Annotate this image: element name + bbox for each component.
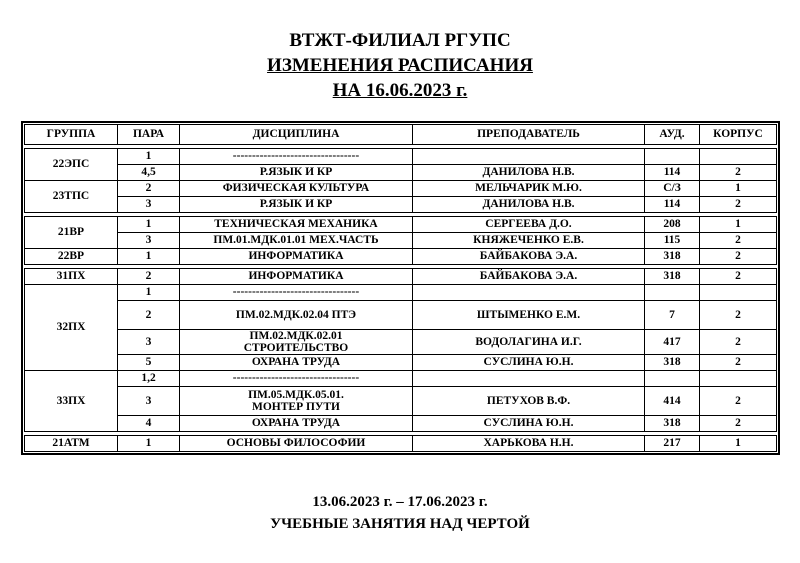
- table-row: [25, 269, 777, 285]
- building-cell: 2: [700, 165, 777, 181]
- subject-line-2: СТРОИТЕЛЬСТВО: [243, 342, 349, 354]
- table-row: [25, 217, 777, 233]
- table-row: [25, 165, 777, 181]
- table-row: [25, 301, 777, 330]
- table-header-row: [25, 125, 777, 145]
- teacher-cell: ДАНИЛОВА Н.В.: [413, 165, 645, 181]
- teacher-cell: ДАНИЛОВА Н.В.: [413, 197, 645, 213]
- table-row: [25, 371, 777, 387]
- teacher-cell: КНЯЖЕЧЕНКО Е.В.: [413, 233, 645, 249]
- room-cell: 417: [645, 330, 700, 355]
- building-cell: 2: [700, 355, 777, 371]
- building-cell: [700, 371, 777, 387]
- teacher-cell: ВОДОЛАГИНА И.Г.: [413, 330, 645, 355]
- teacher-cell: БАЙБАКОВА Э.А.: [413, 269, 645, 285]
- subject-cell: ФИЗИЧЕСКАЯ КУЛЬТУРА: [180, 181, 413, 197]
- teacher-cell: СУСЛИНА Ю.Н.: [413, 355, 645, 371]
- building-cell: [700, 285, 777, 301]
- subject-cell: Р.ЯЗЫК И КР: [180, 197, 413, 213]
- col-header-pair: ПАРА: [118, 125, 180, 145]
- pair-cell: 1: [118, 149, 180, 165]
- subject-cell: ---------------------------------: [180, 285, 413, 301]
- col-header-teacher: ПРЕПОДАВАТЕЛЬ: [413, 125, 645, 145]
- subject-cell: ИНФОРМАТИКА: [180, 249, 413, 265]
- group-cell: 23ТПС: [25, 181, 118, 213]
- table-row: [25, 233, 777, 249]
- building-cell: 2: [700, 387, 777, 416]
- group-cell: 22ЭПС: [25, 149, 118, 181]
- subject-cell: ОХРАНА ТРУДА: [180, 416, 413, 432]
- pair-cell: 2: [118, 301, 180, 330]
- pair-cell: 5: [118, 355, 180, 371]
- teacher-cell: БАЙБАКОВА Э.А.: [413, 249, 645, 265]
- subject-cell: ОСНОВЫ ФИЛОСОФИИ: [180, 436, 413, 452]
- group-cell: 22ВР: [25, 249, 118, 265]
- col-header-subject: ДИСЦИПЛИНА: [180, 125, 413, 145]
- room-cell: 318: [645, 249, 700, 265]
- document-header: [0, 28, 800, 103]
- subject-cell: [180, 387, 413, 416]
- group-cell: 21АТМ: [25, 436, 118, 452]
- org-title: ВТЖТ-ФИЛИАЛ РГУПС: [289, 30, 511, 51]
- room-cell: 318: [645, 355, 700, 371]
- building-cell: 2: [700, 416, 777, 432]
- col-header-building: КОРПУС: [700, 125, 777, 145]
- subject-cell: ---------------------------------: [180, 371, 413, 387]
- teacher-cell: МЕЛЬЧАРИК М.Ю.: [413, 181, 645, 197]
- teacher-cell: СУСЛИНА Ю.Н.: [413, 416, 645, 432]
- footer-dates: 13.06.2023 г. – 17.06.2023 г.: [312, 494, 488, 510]
- pair-cell: 3: [118, 197, 180, 213]
- schedule-date: НА 16.06.2023 г.: [332, 80, 468, 101]
- table-row: [25, 330, 777, 355]
- subject-cell: [180, 330, 413, 355]
- subject-cell: ТЕХНИЧЕСКАЯ МЕХАНИКА: [180, 217, 413, 233]
- building-cell: 1: [700, 181, 777, 197]
- building-cell: 2: [700, 249, 777, 265]
- room-cell: 115: [645, 233, 700, 249]
- room-cell: 414: [645, 387, 700, 416]
- building-cell: 1: [700, 217, 777, 233]
- pair-cell: 4,5: [118, 165, 180, 181]
- room-cell: [645, 149, 700, 165]
- col-header-room: АУД.: [645, 125, 700, 145]
- room-cell: 208: [645, 217, 700, 233]
- pair-cell: 1,2: [118, 371, 180, 387]
- teacher-cell: ШТЫМЕНКО Е.М.: [413, 301, 645, 330]
- pair-cell: 3: [118, 387, 180, 416]
- group-cell: 21ВР: [25, 217, 118, 249]
- subject-line-1: ПМ.05.МДК.05.01.: [248, 389, 344, 401]
- table-row: [25, 387, 777, 416]
- teacher-cell: ХАРЬКОВА Н.Н.: [413, 436, 645, 452]
- room-cell: 114: [645, 165, 700, 181]
- room-cell: [645, 285, 700, 301]
- group-cell: 32ПХ: [25, 285, 118, 371]
- teacher-cell: ПЕТУХОВ В.Ф.: [413, 387, 645, 416]
- table-row: [25, 149, 777, 165]
- pair-cell: 4: [118, 416, 180, 432]
- group-cell: 33ПХ: [25, 371, 118, 432]
- room-cell: 7: [645, 301, 700, 330]
- table-row: [25, 416, 777, 432]
- room-cell: [645, 371, 700, 387]
- pair-cell: 1: [118, 285, 180, 301]
- footer-note: УЧЕБНЫЕ ЗАНЯТИЯ НАД ЧЕРТОЙ: [270, 516, 530, 532]
- subject-line-2: МОНТЕР ПУТИ: [252, 401, 340, 413]
- pair-cell: 1: [118, 436, 180, 452]
- table-row: [25, 355, 777, 371]
- pair-cell: 3: [118, 233, 180, 249]
- page-title: ИЗМЕНЕНИЯ РАСПИСАНИЯ: [267, 55, 533, 76]
- teacher-cell: [413, 371, 645, 387]
- subject-cell: ИНФОРМАТИКА: [180, 269, 413, 285]
- building-cell: 2: [700, 301, 777, 330]
- subject-line-1: ПМ.02.МДК.02.01: [249, 330, 343, 342]
- table-row: [25, 249, 777, 265]
- subject-cell: Р.ЯЗЫК И КР: [180, 165, 413, 181]
- table-row: [25, 436, 777, 452]
- schedule-table: [24, 124, 777, 452]
- room-cell: 318: [645, 269, 700, 285]
- pair-cell: 2: [118, 269, 180, 285]
- room-cell: 318: [645, 416, 700, 432]
- col-header-group: ГРУППА: [25, 125, 118, 145]
- pair-cell: 2: [118, 181, 180, 197]
- teacher-cell: СЕРГЕЕВА Д.О.: [413, 217, 645, 233]
- building-cell: 2: [700, 197, 777, 213]
- room-cell: 114: [645, 197, 700, 213]
- pair-cell: 1: [118, 249, 180, 265]
- table-row: [25, 285, 777, 301]
- group-cell: 31ПХ: [25, 269, 118, 285]
- subject-cell: ОХРАНА ТРУДА: [180, 355, 413, 371]
- room-cell: С/З: [645, 181, 700, 197]
- teacher-cell: [413, 285, 645, 301]
- table-row: [25, 197, 777, 213]
- building-cell: 2: [700, 233, 777, 249]
- pair-cell: 1: [118, 217, 180, 233]
- pair-cell: 3: [118, 330, 180, 355]
- subject-cell: ПМ.01.МДК.01.01 МЕХ.ЧАСТЬ: [180, 233, 413, 249]
- table-row: [25, 181, 777, 197]
- document-footer: [0, 491, 800, 535]
- building-cell: 2: [700, 269, 777, 285]
- building-cell: [700, 149, 777, 165]
- room-cell: 217: [645, 436, 700, 452]
- subject-cell: ---------------------------------: [180, 149, 413, 165]
- building-cell: 2: [700, 330, 777, 355]
- subject-cell: ПМ.02.МДК.02.04 ПТЭ: [180, 301, 413, 330]
- building-cell: 1: [700, 436, 777, 452]
- teacher-cell: [413, 149, 645, 165]
